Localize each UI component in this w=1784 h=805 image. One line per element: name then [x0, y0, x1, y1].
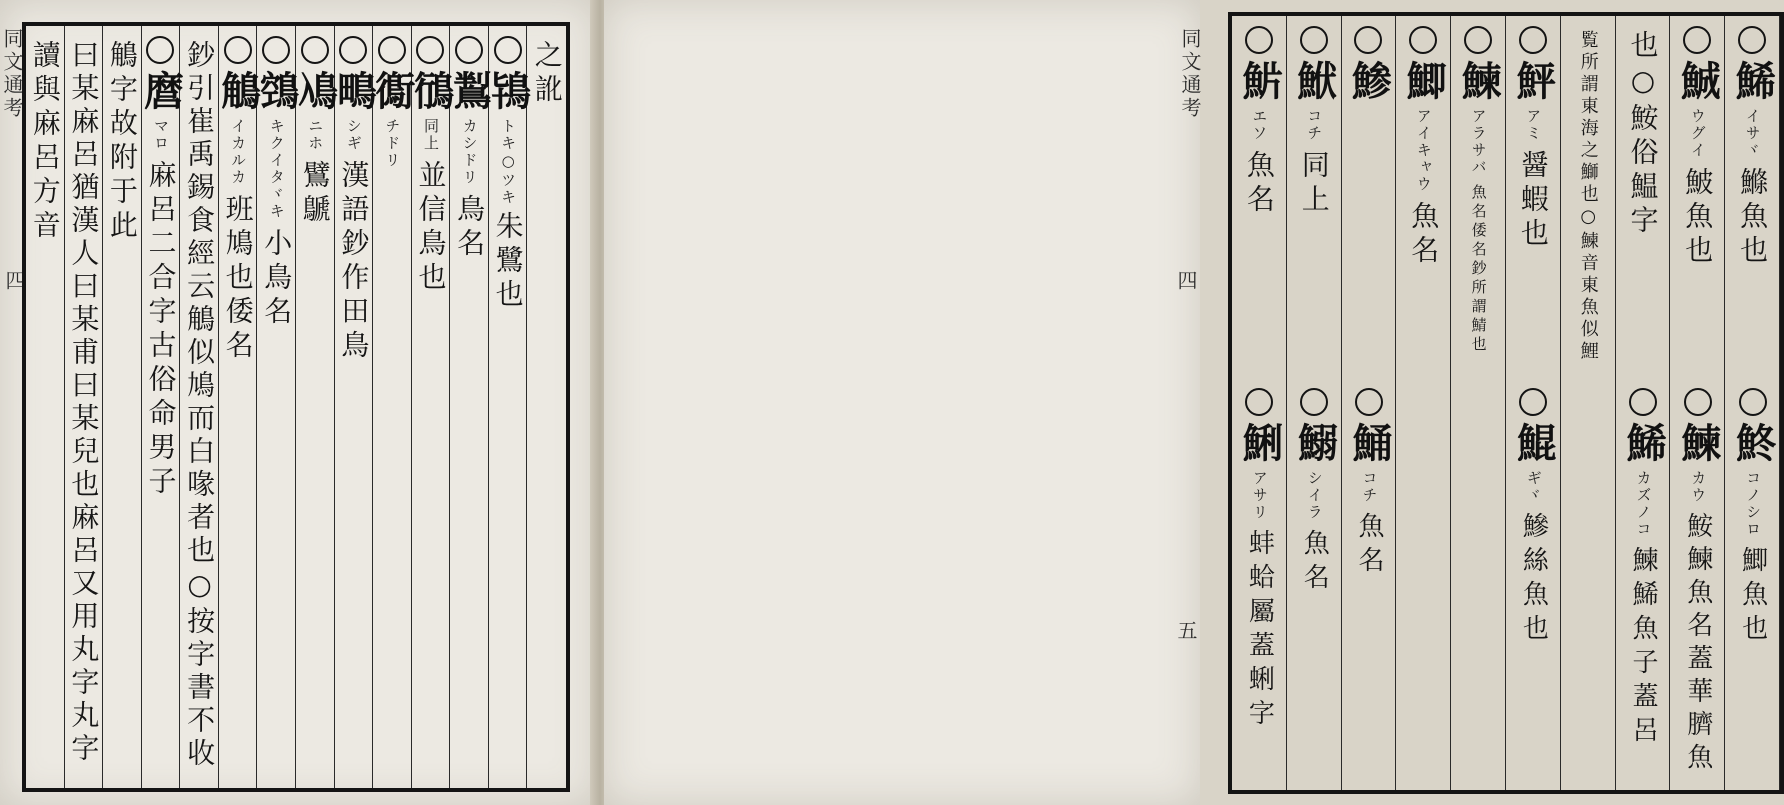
entry-gloss: 魚名 [1407, 201, 1441, 269]
entry-marker-circle [1519, 26, 1547, 54]
entry-marker-circle [1519, 388, 1547, 416]
entry-marker-circle [416, 36, 444, 64]
entry-reading: イカルカ [229, 118, 248, 186]
entry-marker-circle [262, 36, 290, 64]
entry-reading: キクイタヾキ [267, 118, 286, 220]
entry-character: 鮗 [1729, 421, 1777, 462]
entry-gloss: 魚名 [1242, 150, 1276, 218]
entry-marker-circle [1683, 26, 1711, 54]
entry-reading: シギ [344, 118, 363, 152]
entry-gloss: 鵤字故附于此 [105, 40, 139, 244]
entry-character: 鮃 [1509, 60, 1557, 100]
entry-character: 鯏 [1236, 421, 1284, 462]
text-column [368, 26, 416, 788]
entry-character: 鰊 [1674, 421, 1722, 462]
entry-character: 鯑 [1729, 60, 1777, 100]
entry-gloss: 鰺絲魚也 [1518, 511, 1549, 648]
text-column [65, 26, 104, 788]
entry-reading: コチ [1360, 469, 1379, 504]
entry-marker-circle [1739, 388, 1767, 416]
entry-reading: コノシロ [1744, 469, 1763, 538]
entry-marker-circle [1684, 388, 1712, 416]
lower-entry [1342, 388, 1397, 790]
lower-entry [1616, 388, 1671, 790]
entry-character: 鰊 [1455, 60, 1503, 100]
entry-gloss: 小鳥名 [260, 228, 294, 330]
entry-gloss: 魚名倭名鈔所謂鯖也 [1469, 184, 1488, 355]
entry-gloss: 同上 [1297, 150, 1331, 218]
lower-entry [1287, 388, 1342, 790]
entry-gloss: 讀與麻呂方音 [28, 40, 62, 244]
entry-gloss: 曰某麻呂猶漢人曰某甫曰某兒也麻呂又用丸字丸字 [67, 40, 101, 766]
entry-reading: アラサバ [1469, 108, 1488, 176]
entry-gloss: 魚名 [1353, 511, 1384, 580]
entry-gloss: 覧所謂東海之鰤也○鰊音東魚似鯉 [1577, 30, 1599, 363]
entry-gloss: 朱鷺也 [491, 211, 525, 313]
entry-reading: トキ○ツキ [499, 118, 518, 206]
entry-character: 鮲 [1290, 60, 1338, 100]
entry-reading: エソ [1250, 108, 1269, 142]
text-column [1396, 16, 1451, 790]
entry-marker-circle [339, 36, 367, 64]
entry-gloss: 鰊鯑魚子蓋呂 [1627, 545, 1658, 750]
entry-reading: マロ [151, 118, 170, 152]
entry-character: 鵤 [214, 70, 262, 110]
entry-reading: アミ [1524, 108, 1543, 142]
entry-reading: アサリ [1250, 469, 1269, 521]
entry-marker-circle [1629, 388, 1657, 416]
entry-character: 鴴 [407, 70, 455, 110]
entry-gloss: 鯽魚也 [1737, 545, 1768, 648]
entry-character: 麿 [137, 70, 185, 110]
right-margin-volume: 四 [1174, 270, 1198, 293]
right-page [604, 0, 1777, 805]
entry-character: 鯵 [1345, 60, 1393, 100]
entry-reading: イサヾ [1743, 108, 1762, 159]
entry-gloss: 班鳩也倭名 [221, 194, 255, 364]
entry-character: 鵼 [253, 70, 301, 110]
entry-marker-circle [1354, 26, 1382, 54]
entry-marker-circle [494, 36, 522, 64]
entry-gloss: 蚌蛤屬蓋蜊字 [1244, 528, 1275, 733]
right-margin-leaf: 五 [1174, 620, 1198, 643]
entry-reading: カウ [1689, 469, 1708, 504]
entry-gloss: 也○鮟俗鰛字 [1626, 30, 1660, 239]
entry-character: 鰯 [1291, 421, 1339, 462]
text-column [407, 26, 455, 788]
entry-reading: ウグイ [1688, 108, 1707, 159]
entry-character: 鯤 [1510, 421, 1558, 462]
entry-gloss: 鰷魚也 [1736, 167, 1770, 269]
text-column [330, 26, 378, 788]
entry-gloss: 之訛 [530, 40, 564, 108]
left-text-frame [22, 22, 570, 792]
left-page [0, 0, 596, 805]
entry-marker-circle [301, 36, 329, 64]
entry-reading: コチ [1305, 108, 1324, 142]
text-column [180, 26, 219, 788]
entry-marker-circle [1245, 388, 1273, 416]
entry-marker-circle [455, 36, 483, 64]
entry-reading: チドリ [383, 118, 402, 169]
entry-gloss: 漢語鈔作田鳥 [337, 160, 371, 364]
lower-entry [1232, 388, 1287, 790]
entry-marker-circle [1245, 26, 1273, 54]
lower-entry [1506, 388, 1561, 790]
entry-marker-circle [1738, 26, 1766, 54]
text-column [527, 26, 566, 788]
left-margin-volume: 四 [2, 270, 26, 293]
entry-marker-circle [1464, 26, 1492, 54]
entry-character: 鯽 [1400, 60, 1448, 100]
entry-gloss: 鳥名 [453, 194, 487, 262]
text-column [446, 26, 494, 788]
entry-character: 魸 [1235, 60, 1283, 100]
text-column [253, 26, 301, 788]
text-column [1451, 16, 1506, 790]
text-column [291, 26, 339, 788]
entry-reading: ギヾ [1524, 469, 1543, 504]
entry-reading: アイキャウ [1414, 108, 1433, 193]
entry-gloss: 並信鳥也 [414, 160, 448, 296]
lower-entry [1725, 388, 1780, 790]
entry-character: 鳰 [291, 70, 339, 110]
entry-marker-circle [146, 36, 174, 64]
entry-gloss: 魚名 [1299, 528, 1330, 597]
right-margin-title: 同文通考 [1178, 28, 1202, 120]
entry-gloss: 鮍魚也 [1681, 167, 1715, 269]
entry-marker-circle [378, 36, 406, 64]
entry-character: 鵆 [368, 70, 416, 110]
entry-reading: シイラ [1305, 469, 1324, 521]
entry-character: 鯒 [1345, 421, 1393, 462]
entry-character: 鯎 [1674, 60, 1722, 100]
left-margin-title: 同文通考 [0, 28, 24, 120]
entry-gloss: 醤蝦也 [1516, 150, 1550, 252]
entry-marker-circle [1300, 26, 1328, 54]
entry-gloss: 鈔引崔禹錫食經云鵤似鳩而白喙者也○按字書不收 [183, 40, 217, 771]
entry-character: 鯑 [1619, 421, 1667, 462]
entry-reading: ニホ [306, 118, 325, 152]
entry-marker-circle [1300, 388, 1328, 416]
entry-character: 鴫 [330, 70, 378, 110]
text-column [103, 26, 142, 788]
right-text-frame [1228, 12, 1784, 794]
entry-gloss: 鷿鷈 [298, 160, 332, 228]
entry-reading: 同上 [421, 118, 440, 152]
entry-character: 鵥 [446, 70, 494, 110]
text-column [1561, 16, 1616, 790]
entry-marker-circle [224, 36, 252, 64]
text-column [26, 26, 65, 788]
entry-gloss: 鮟鰊魚名蓋華臍魚 [1682, 511, 1713, 776]
text-column [484, 26, 532, 788]
text-column [137, 26, 185, 788]
entry-marker-circle [1409, 26, 1437, 54]
text-column [214, 26, 262, 788]
entry-reading: カシドリ [460, 118, 479, 186]
entry-character: 鴇 [484, 70, 532, 110]
entry-gloss: 麻呂二合字古俗命男子 [144, 160, 178, 500]
entry-reading: カズノコ [1634, 469, 1653, 538]
entry-marker-circle [1355, 388, 1383, 416]
lower-entry [1670, 388, 1725, 790]
